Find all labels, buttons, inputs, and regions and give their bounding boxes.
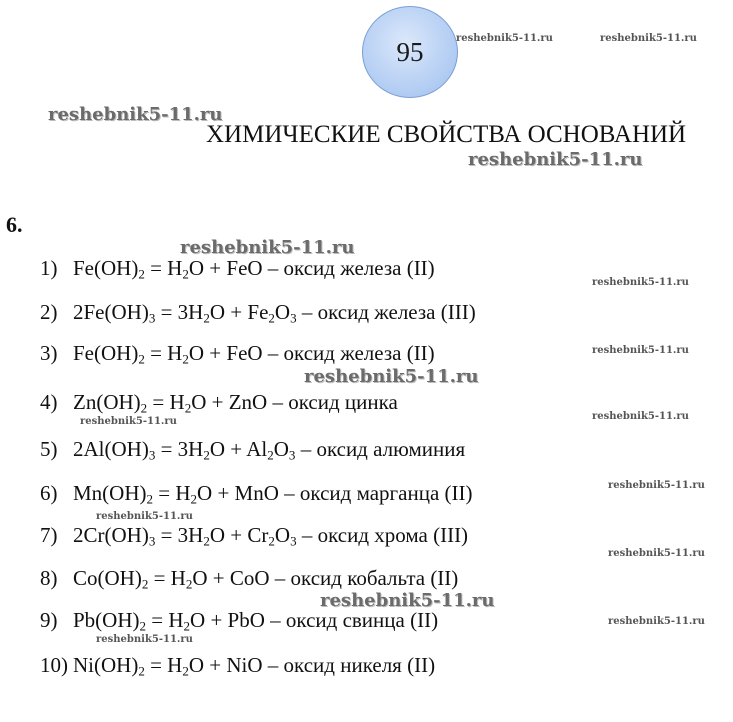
- reaction-equation: $2Cr(OH)_3 = 3H_2O + Cr_2O_3$ – оксид хрома (III): [73, 523, 469, 549]
- reaction-line: [40, 390, 398, 415]
- reaction-equation: $2Al(OH)_3 = 3H_2O + Al_2O_3$ – оксид алюминия: [73, 437, 466, 463]
- watermark: reshebnik5-11.ru: [600, 33, 697, 44]
- reaction-equation: $Zn(OH)_2 = H_2O$ + ZnO – оксид цинка: [73, 390, 398, 416]
- reaction-line: [40, 481, 473, 506]
- reaction-number: 1): [40, 256, 58, 280]
- watermark: reshebnik5-11.ru: [96, 634, 193, 645]
- reaction-equation: $Fe(OH)_2 = H_2O$ + FeO – оксид железа (II): [73, 256, 435, 282]
- page-title: ХИМИЧЕСКИЕ СВОЙСТВА ОСНОВАНИЙ: [206, 121, 687, 148]
- reaction-equation: $Pb(OH)_2 = H_2O$ + PbO – оксид свинца (II): [73, 608, 439, 634]
- reaction-number: 10): [40, 653, 68, 677]
- watermark: reshebnik5-11.ru: [468, 149, 643, 170]
- watermark: reshebnik5-11.ru: [320, 590, 495, 611]
- reaction-equation: $Ni(OH)_2 = H_2O$ + NiO – оксид никеля (II): [73, 653, 436, 679]
- task-number: 6.: [6, 212, 23, 237]
- reaction-line: [40, 437, 465, 462]
- watermark: reshebnik5-11.ru: [80, 416, 177, 427]
- page-number: 95: [396, 36, 424, 67]
- watermark: reshebnik5-11.ru: [592, 277, 689, 288]
- watermark: reshebnik5-11.ru: [592, 345, 689, 356]
- reaction-equation: $Co(OH)_2 = H_2O$ + CoO – оксид кобальта (II): [73, 566, 459, 592]
- watermark: reshebnik5-11.ru: [608, 616, 705, 627]
- watermark: reshebnik5-11.ru: [592, 411, 689, 422]
- page-number-badge: [362, 6, 458, 98]
- watermark: reshebnik5-11.ru: [48, 104, 223, 125]
- reaction-line: [40, 256, 435, 281]
- watermark: reshebnik5-11.ru: [456, 33, 553, 44]
- reaction-number: 4): [40, 390, 58, 414]
- reaction-line: [40, 653, 435, 678]
- reaction-number: 2): [40, 300, 58, 324]
- reaction-number: 8): [40, 566, 58, 590]
- reaction-number: 7): [40, 523, 58, 547]
- reaction-line: [40, 300, 476, 325]
- reaction-line: [40, 608, 438, 633]
- watermark: reshebnik5-11.ru: [304, 366, 479, 387]
- reaction-number: 6): [40, 481, 58, 505]
- reaction-equation: $Mn(OH)_2 = H_2O$ + MnO – оксид марганца (II): [73, 481, 473, 507]
- watermark: reshebnik5-11.ru: [608, 480, 705, 491]
- reaction-line: [40, 566, 458, 591]
- reaction-line: [40, 341, 435, 366]
- reaction-number: 5): [40, 437, 58, 461]
- reaction-equation: $2Fe(OH)_3 = 3H_2O + Fe_2O_3$ – оксид железа (III): [73, 300, 476, 326]
- reaction-number: 9): [40, 608, 58, 632]
- watermark: reshebnik5-11.ru: [608, 548, 705, 559]
- reaction-number: 3): [40, 341, 58, 365]
- reaction-equation: $Fe(OH)_2 = H_2O$ + FeO – оксид железа (II): [73, 341, 435, 367]
- watermark: reshebnik5-11.ru: [96, 511, 193, 522]
- watermark: reshebnik5-11.ru: [180, 237, 355, 258]
- reaction-line: [40, 523, 468, 548]
